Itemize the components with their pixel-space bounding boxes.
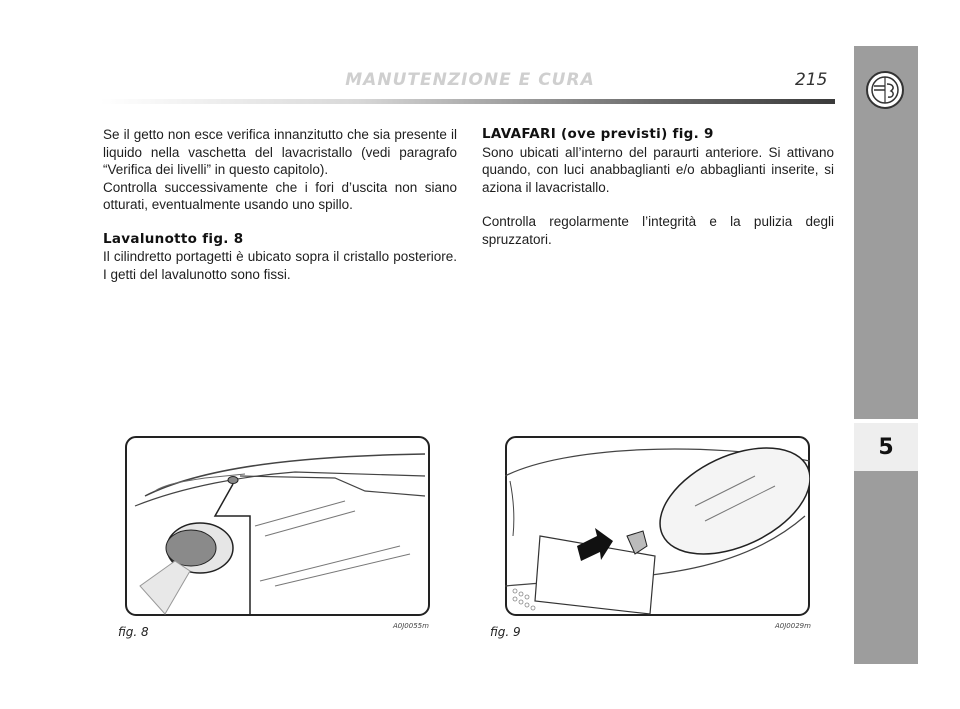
figure-9-label: fig. 9 <box>490 625 521 639</box>
paragraph-holes-check: Controlla successivamente che i fori d’uscita non siano otturati, eventualmente usando uno spillo. <box>103 179 457 212</box>
left-column <box>103 126 457 283</box>
figure-9-code: A0J0029m <box>775 622 811 630</box>
figure-9-headlamp-washer-illustration <box>505 436 810 616</box>
brand-logo-icon <box>865 70 905 110</box>
sidebar-tab-bottom <box>854 471 918 664</box>
chapter-number: 5 <box>878 434 894 460</box>
paragraph-lavafari: Sono ubicati all’interno del paraurti anteriore. Si attivano quando, con luci anabbaglianti e/o abbaglianti inserite, si aziona il lavacristallo. <box>482 144 834 195</box>
figure-8-rear-washer-illustration <box>125 436 430 616</box>
heading-lavafari: LAVAFARI (ove previsti) fig. 9 <box>482 126 714 142</box>
page-number: 215 <box>795 70 828 90</box>
header-title: MANUTENZIONE E CURA <box>345 70 595 90</box>
figure-8-code: A0J0055m <box>393 622 429 630</box>
right-column <box>482 126 834 248</box>
paragraph-jet-check: Se il getto non esce verifica innanzitutto che sia presente il liquido nella vaschetta del lavacristallo (vedi paragrafo “Verifica dei livelli” in questo capitolo). <box>103 127 457 177</box>
figure-8-label: fig. 8 <box>118 625 149 639</box>
chapter-box[interactable] <box>854 421 918 473</box>
paragraph-check-sprayers: Controlla regolarmente l’integrità e la pulizia degli spruzzatori. <box>482 214 834 247</box>
heading-lavalunotto: Lavalunotto fig. 8 <box>103 230 244 247</box>
paragraph-lavalunotto: Il cilindretto portagetti è ubicato sopra il cristallo posteriore. I getti del lavalunotto sono fissi. <box>103 249 457 282</box>
header-rule <box>100 99 835 104</box>
